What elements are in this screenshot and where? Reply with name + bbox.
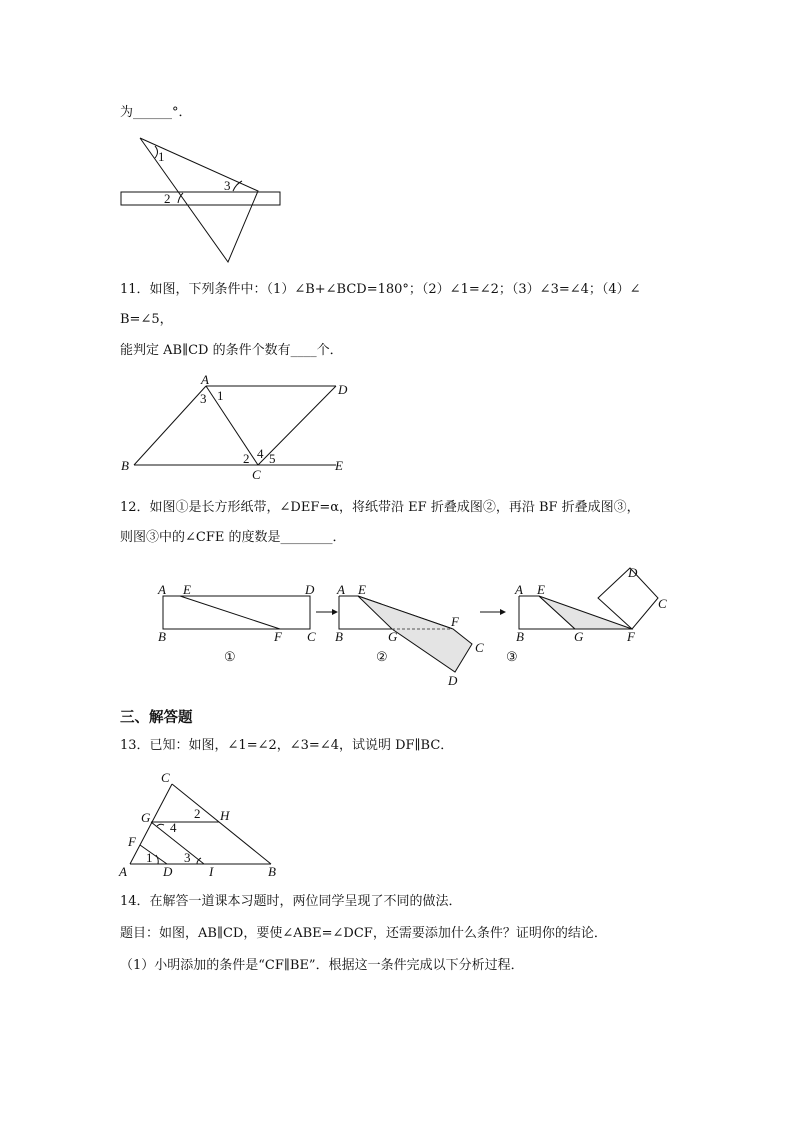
fig12-p1-F: F <box>274 629 282 644</box>
fig12-p3-B: B <box>516 629 524 644</box>
fig12-p2-B: B <box>335 629 343 644</box>
fig12-p2-A: A <box>337 582 345 597</box>
fig13-label-G: G <box>141 810 151 825</box>
fig10-label-2: 2 <box>164 191 171 206</box>
fig12-p2-E: E <box>358 582 366 597</box>
fig11-label-4: 4 <box>257 446 264 461</box>
q13-text: 13．已知：如图，∠1=∠2，∠3=∠4，试说明 DF∥BC． <box>120 738 454 753</box>
fig12-caption-3: ③ <box>506 649 518 664</box>
fig11-label-3: 3 <box>200 391 207 406</box>
fig10-label-1: 1 <box>158 149 165 164</box>
fig12-caption-1: ① <box>224 649 236 664</box>
q14-line1: 14．在解答一道课本习题时，两位同学呈现了不同的做法． <box>120 894 462 909</box>
q11-line3: 能判定 AB∥CD 的条件个数有____个． <box>120 343 343 358</box>
q14-line2: 题目：如图，AB∥CD，要使∠ABE=∠DCF，还需要添加什么条件？证明你的结论． <box>120 926 607 941</box>
q10-tail-text: 为______°． <box>120 105 192 120</box>
fig12-p3-C: C <box>658 596 667 611</box>
fig13-label-C: C <box>161 770 170 785</box>
fig11-label-D: D <box>338 382 348 397</box>
q14-line3: （1）小明添加的条件是“CF∥BE”．根据这一条件完成以下分析过程． <box>120 958 524 973</box>
q11-line2: B=∠5， <box>120 312 173 327</box>
fig13-label-D: D <box>163 864 173 879</box>
fig12-p3-E: E <box>537 582 545 597</box>
fig13-label-2: 2 <box>194 806 201 821</box>
fig12-p3-F: F <box>627 629 635 644</box>
fig11-label-1: 1 <box>217 388 224 403</box>
fig12-p2-F: F <box>451 614 459 629</box>
fig12-p1-D: D <box>305 582 315 597</box>
fig12-caption-2: ② <box>376 649 388 664</box>
fig11-label-2: 2 <box>243 451 250 466</box>
fig12-p2-C: C <box>475 640 484 655</box>
q12-line1: 12．如图①是长方形纸带，∠DEF=α，将纸带沿 EF 折叠成图②，再沿 BF 折叠成图③， <box>120 500 640 515</box>
fig11-label-E: E <box>335 458 343 473</box>
fig13-label-F: F <box>128 834 136 849</box>
section-heading: 三、解答题 <box>120 710 193 726</box>
q12-line2: 则图③中的∠CFE 的度数是________． <box>120 530 346 545</box>
fig13-label-B: B <box>268 864 276 879</box>
fig11-label-B: B <box>121 458 129 473</box>
fig12-p3-D: D <box>628 565 638 580</box>
fig12-p1-A: A <box>158 582 166 597</box>
fig13-label-A: A <box>119 864 127 879</box>
fig13-label-3: 3 <box>184 850 191 865</box>
q11-line1: 11．如图，下列条件中：（1）∠B+∠BCD=180°；（2）∠1=∠2；（3）∠3=∠4；（4）∠ <box>120 282 641 297</box>
fig13-label-1: 1 <box>146 850 153 865</box>
fig12-p3-A: A <box>515 582 523 597</box>
fig12-p1-E: E <box>183 582 191 597</box>
fig12-p1-C: C <box>307 629 316 644</box>
fig11-label-C: C <box>252 467 261 482</box>
fig13-label-4: 4 <box>170 820 177 835</box>
fig13-label-H: H <box>220 808 230 823</box>
fig12-p2-D: D <box>448 673 458 688</box>
fig13-label-I: I <box>209 864 214 879</box>
fig12-p2-G: G <box>388 629 398 644</box>
fig10-label-3: 3 <box>224 178 231 193</box>
fig11-label-A: A <box>201 372 209 387</box>
fig12-p1-B: B <box>158 629 166 644</box>
fig12-p3-G: G <box>574 629 584 644</box>
fig11-label-5: 5 <box>269 451 276 466</box>
